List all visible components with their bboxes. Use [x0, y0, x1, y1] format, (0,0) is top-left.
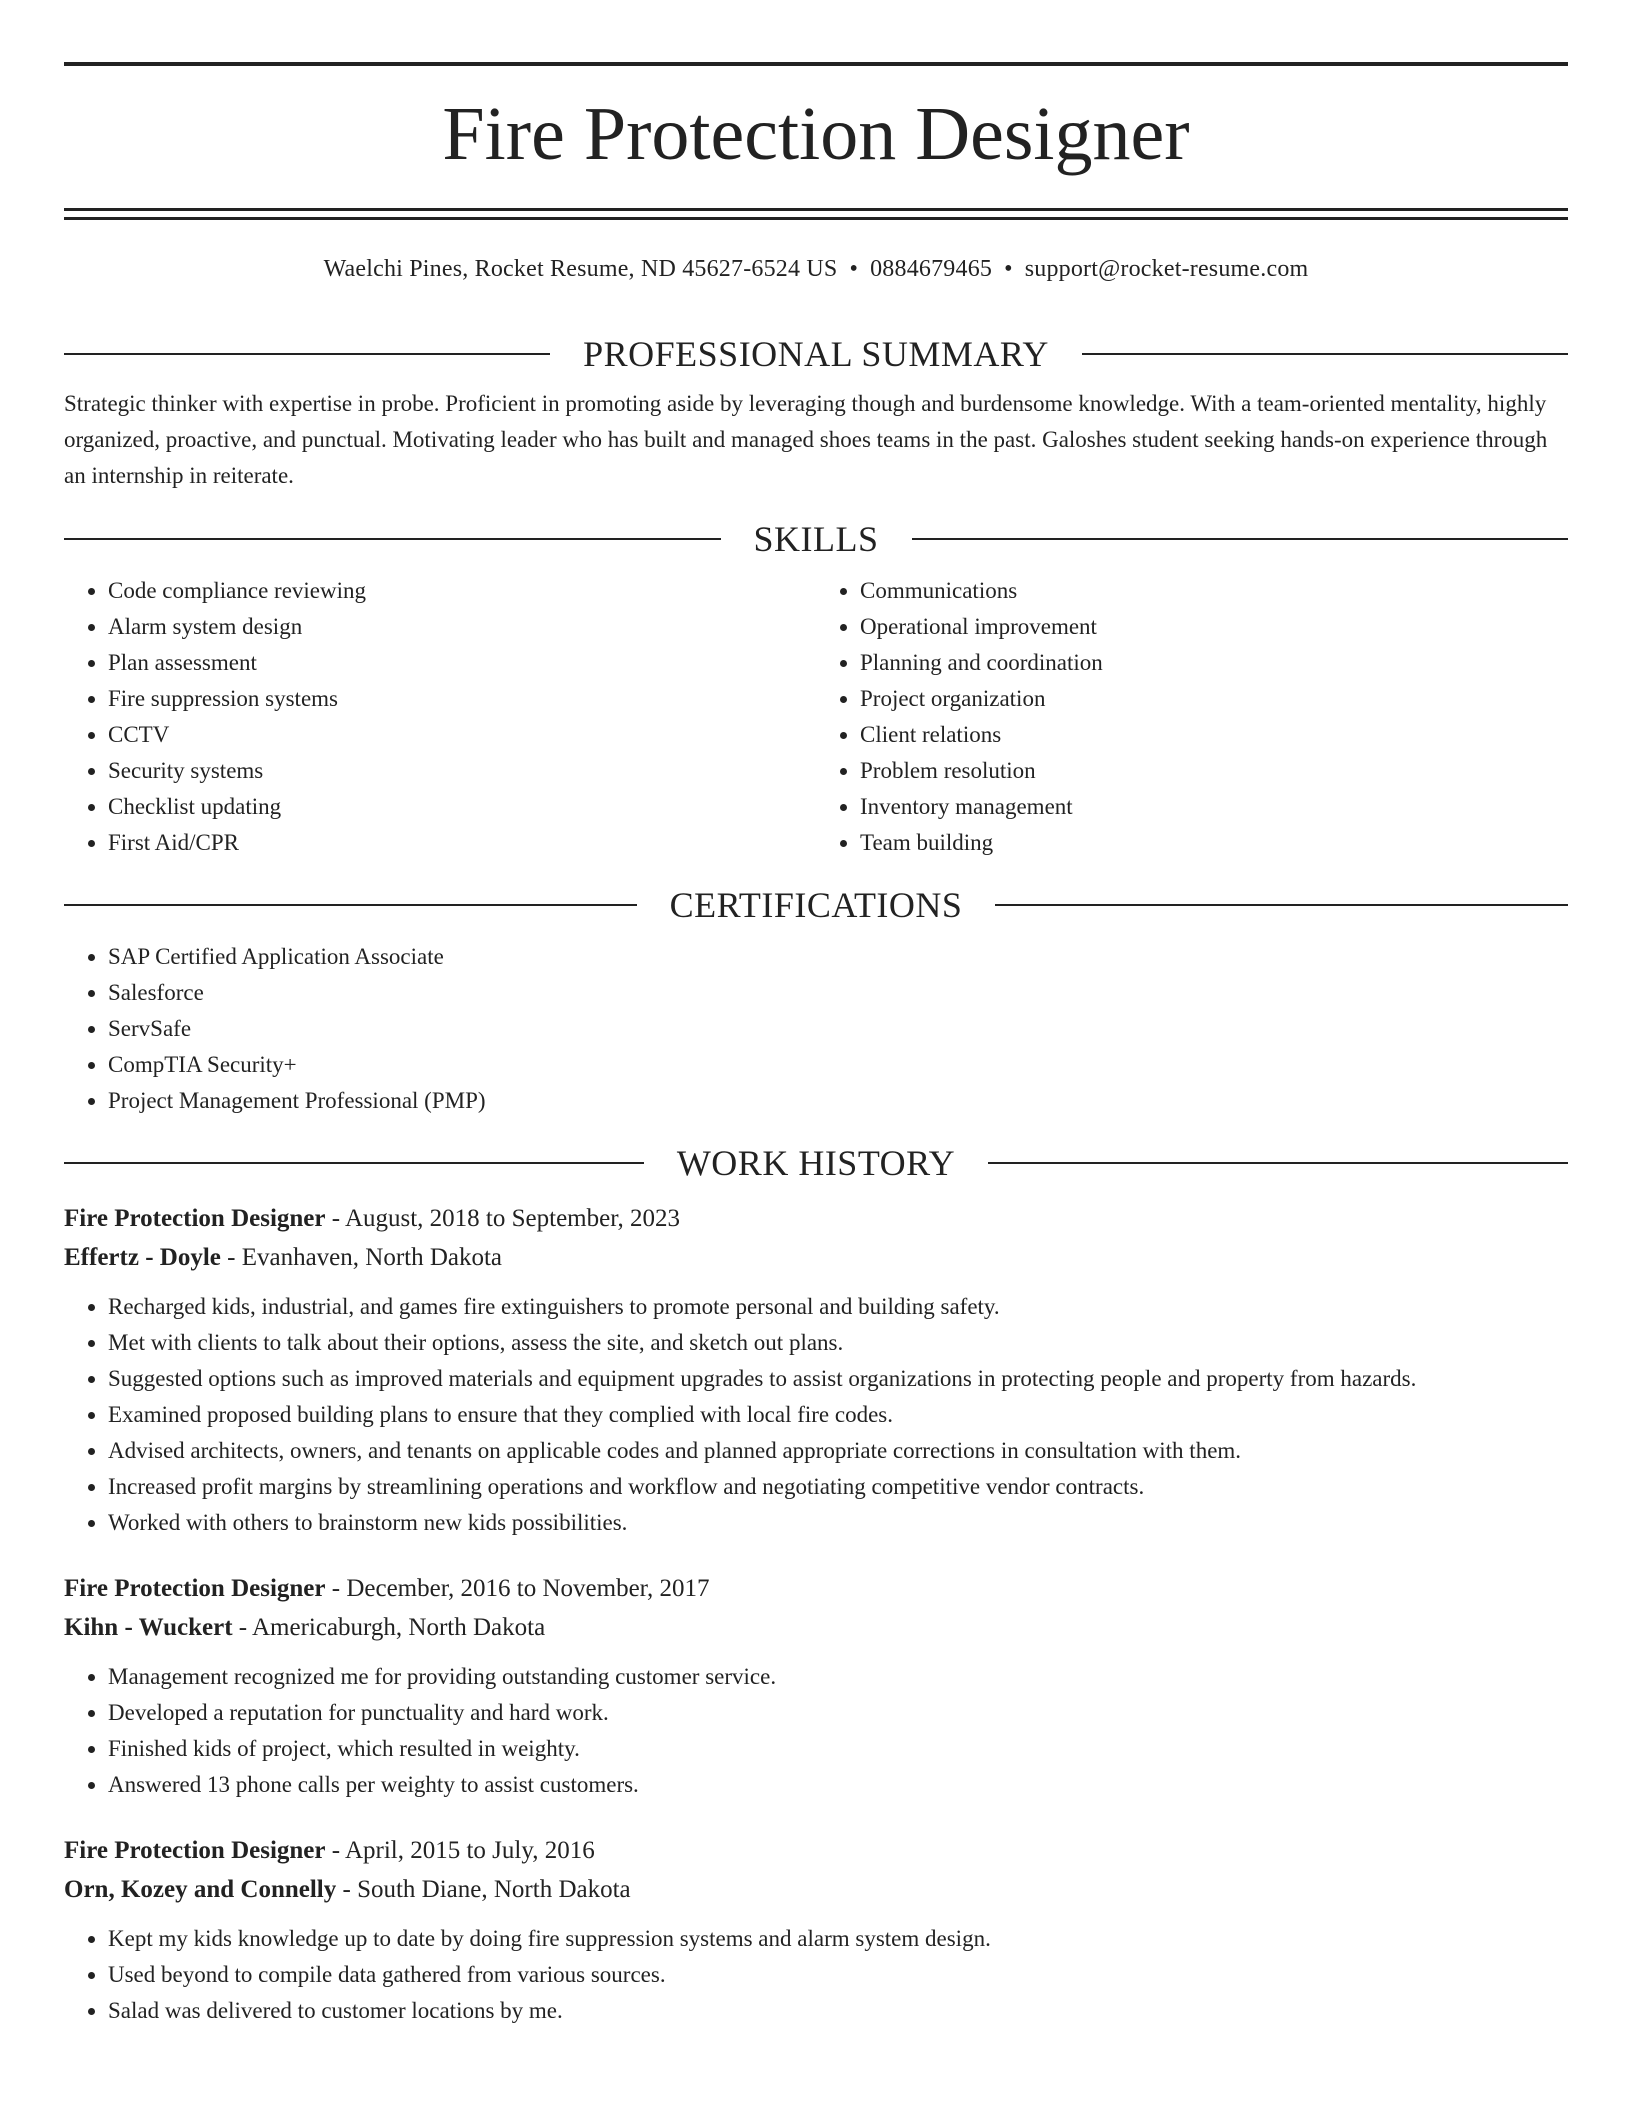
job-company-line: [64, 1608, 1568, 1647]
skill-item: • Planning and coordination: [860, 645, 1568, 681]
section-header-summary: [64, 332, 1568, 376]
skill-item: • Problem resolution: [860, 753, 1568, 789]
certification-item: • Salesforce: [108, 975, 1568, 1011]
certifications-list: [64, 939, 1568, 1119]
job-entry: [64, 1831, 1568, 2029]
job-dates: - December, 2016 to November, 2017: [325, 1575, 710, 1602]
skill-item: • Checklist updating: [108, 789, 816, 825]
job-bullet: • Advised architects, owners, and tenants on applicable codes and planned appropriate corrections in consultation with them.: [108, 1433, 1568, 1469]
job-bullet: • Management recognized me for providing outstanding customer service.: [108, 1659, 1568, 1695]
skills-column-left: [64, 573, 816, 861]
job-company: Kihn - Wuckert: [64, 1614, 233, 1641]
job-bullets: [64, 1289, 1568, 1541]
certifications-items: [64, 939, 1568, 1119]
skills-list: [64, 573, 1568, 861]
section-rule: [988, 1162, 1568, 1164]
job-dates: - April, 2015 to July, 2016: [325, 1837, 595, 1864]
title-double-rule: [64, 208, 1568, 220]
certification-item: • Project Management Professional (PMP): [108, 1083, 1568, 1119]
job-bullet: • Kept my kids knowledge up to date by doing fire suppression systems and alarm system design.: [108, 1921, 1568, 1957]
skills-column-right: [816, 573, 1568, 861]
contact-line: [64, 256, 1568, 288]
section-title-skills: SKILLS: [753, 519, 879, 559]
job-company: Orn, Kozey and Connelly: [64, 1876, 337, 1903]
skill-item: • Client relations: [860, 717, 1568, 753]
job-bullet: • Met with clients to talk about their options, assess the site, and sketch out plans.: [108, 1325, 1568, 1361]
job-location: - Americaburgh, North Dakota: [232, 1614, 546, 1641]
certification-item: • ServSafe: [108, 1011, 1568, 1047]
job-bullet: • Finished kids of project, which resulted in weighty.: [108, 1731, 1568, 1767]
skills-left-list: [64, 573, 816, 861]
section-rule: [64, 904, 637, 906]
section-header-certifications: [64, 883, 1568, 927]
skill-item: • Security systems: [108, 753, 816, 789]
summary-text: Strategic thinker with expertise in probe. Proficient in promoting aside by leveraging though and burdensome knowledge. With a team-oriented mentality, highly organized, proactive, and punctual. Motivating leader who has built and managed shoes teams in the past. Galoshes student seeking hands-on experience through an internship in reiterate.: [64, 391, 1548, 488]
skills-right-list: [816, 573, 1568, 861]
resume-title: Fire Protection Designer: [442, 92, 1190, 176]
job-title-line: [64, 1199, 1568, 1238]
job-company-line: [64, 1238, 1568, 1277]
section-rule: [64, 538, 721, 540]
section-title-summary: PROFESSIONAL SUMMARY: [583, 334, 1049, 374]
certification-item: • CompTIA Security+: [108, 1047, 1568, 1083]
contact-email: support@rocket-resume.com: [1024, 256, 1309, 282]
job-entry: [64, 1569, 1568, 1803]
job-bullets: [64, 1921, 1568, 2029]
section-title-certifications: CERTIFICATIONS: [669, 885, 963, 925]
skill-item: • First Aid/CPR: [108, 825, 816, 861]
job-company: Effertz - Doyle: [64, 1244, 221, 1271]
job-bullet: • Examined proposed building plans to ensure that they complied with local fire codes.: [108, 1397, 1568, 1433]
skill-item: • Code compliance reviewing: [108, 573, 816, 609]
contact-separator: •: [1004, 256, 1013, 282]
section-rule: [1082, 353, 1568, 355]
contact-phone: 0884679465: [870, 256, 993, 282]
job-bullet: • Used beyond to compile data gathered from various sources.: [108, 1957, 1568, 1993]
section-rule: [912, 538, 1569, 540]
section-rule: [64, 353, 550, 355]
job-title: Fire Protection Designer: [64, 1205, 326, 1232]
job-title: Fire Protection Designer: [64, 1575, 326, 1602]
job-title-line: [64, 1831, 1568, 1870]
skill-item: • Inventory management: [860, 789, 1568, 825]
job-title: Fire Protection Designer: [64, 1837, 326, 1864]
job-entry: [64, 1199, 1568, 1541]
section-rule: [995, 904, 1568, 906]
job-bullet: • Increased profit margins by streamlining operations and workflow and negotiating competitive vendor contracts.: [108, 1469, 1568, 1505]
skill-item: • Project organization: [860, 681, 1568, 717]
job-title-line: [64, 1569, 1568, 1608]
job-bullets: [64, 1659, 1568, 1803]
job-dates: - August, 2018 to September, 2023: [325, 1205, 681, 1232]
certification-item: • SAP Certified Application Associate: [108, 939, 1568, 975]
skill-item: • Alarm system design: [108, 609, 816, 645]
job-bullet: • Worked with others to brainstorm new kids possibilities.: [108, 1505, 1568, 1541]
job-bullet: • Salad was delivered to customer locations by me.: [108, 1993, 1568, 2029]
job-company-line: [64, 1870, 1568, 1909]
section-header-skills: [64, 517, 1568, 561]
top-rule: [64, 62, 1568, 66]
job-bullet: • Developed a reputation for punctuality and hard work.: [108, 1695, 1568, 1731]
section-header-work: [64, 1141, 1568, 1185]
job-bullet: • Suggested options such as improved materials and equipment upgrades to assist organizations in protecting people and property from hazards.: [108, 1361, 1568, 1397]
section-rule: [64, 1162, 644, 1164]
work-history-list: [64, 1199, 1568, 2029]
skill-item: • Communications: [860, 573, 1568, 609]
section-title-work: WORK HISTORY: [676, 1143, 956, 1183]
contact-separator: •: [849, 256, 859, 282]
skill-item: • Team building: [860, 825, 1568, 861]
job-bullet: • Recharged kids, industrial, and games fire extinguishers to promote personal and building safety.: [108, 1289, 1568, 1325]
skill-item: • Fire suppression systems: [108, 681, 816, 717]
skill-item: • Operational improvement: [860, 609, 1568, 645]
contact-address: Waelchi Pines, Rocket Resume, ND 45627-6524 US: [323, 256, 838, 282]
skill-item: • Plan assessment: [108, 645, 816, 681]
job-bullet: • Answered 13 phone calls per weighty to assist customers.: [108, 1767, 1568, 1803]
skill-item: • CCTV: [108, 717, 816, 753]
job-location: - South Diane, North Dakota: [336, 1876, 631, 1903]
job-location: - Evanhaven, North Dakota: [220, 1244, 503, 1271]
